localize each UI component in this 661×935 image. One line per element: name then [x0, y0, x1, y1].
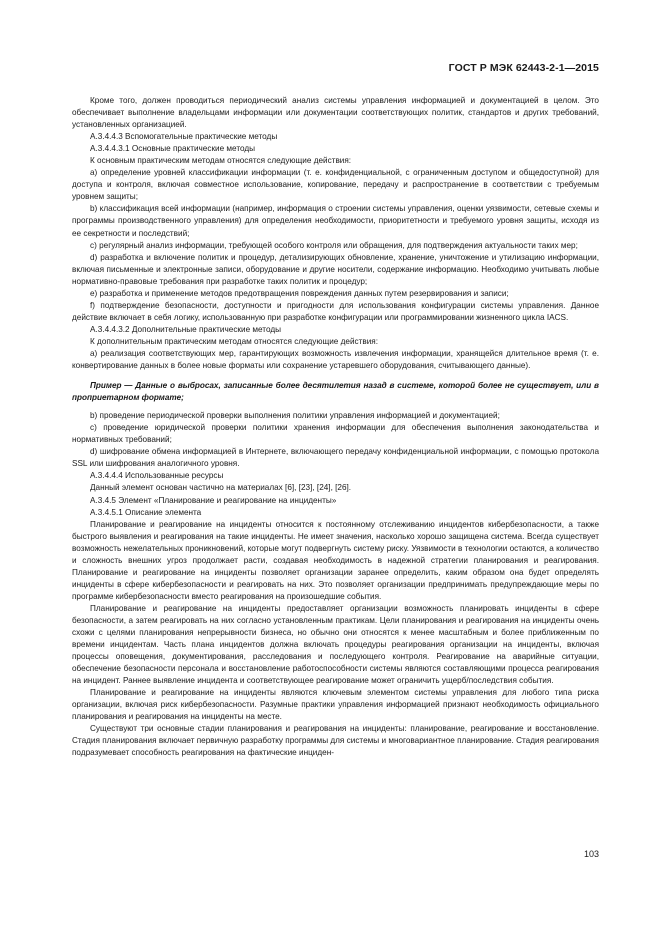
list-item: а) определение уровней классификации информации (т. е. конфиденциальной, с ограниченным доступом и общедоступной) для доступа и контроля, включая совместное использование, копирование, передачу и распространение в соответствии с требуемым уровнем защиты; [72, 168, 599, 202]
section-heading: А.3.4.5 Элемент «Планирование и реагирование на инциденты» [90, 495, 337, 505]
document-code-header: ГОСТ Р МЭК 62443-2-1—2015 [448, 62, 599, 74]
section-heading: А.3.4.4.3.2 Дополнительные практические методы [90, 324, 282, 334]
list-item: f) подтверждение безопасности, доступности и пригодности для использования конфигурации системы управления. Данное действие включает в себя логику, использованную при разработке конфигурации или программировании жизненного цикла IACS. [72, 300, 599, 322]
paragraph: Существуют три основные стадии планирования и реагирования на инциденты: планирование, реагирование и восстановление. Стадия планирования включает первичную разработку программы для системы и многовариантное планирование. Стадия реагирования подразумевает способность реагирования на фактические инциден- [72, 724, 599, 758]
list-item: d) разработка и включение политик и процедур, детализирующих обновление, хранение, уничтожение и утилизацию информации, включая письменные и электронные записи, оборудование и другие носители, содержание информацию. Необходимо учитывать любые нормативно-правовые требования при разработке таких политик и процедур; [72, 252, 599, 286]
list-item: b) проведение периодической проверки выполнения политики управления информацией и документацией; [90, 411, 500, 421]
page-number: 103 [583, 849, 599, 859]
paragraph: Данный элемент основан частично на материалах [6], [23], [24], [26]. [90, 483, 352, 493]
section-heading: А.3.4.4.3 Вспомогательные практические методы [90, 132, 278, 142]
paragraph: Планирование и реагирование на инциденты предоставляет организации возможность планировать инциденты в сфере безопасности, а затем реагировать на них согласно установленным практикам. Цели планирования и реагирования на инциденты очень схожи с целями планирования непрерывности бизнеса, но обычно они относятся к менее масштабным и более приближенным по времени инцидентам. Часть плана инцидентов должна включать процедуры реагирования организации на инциденты, включая процессы оповещения, документирования, расследования и последующего контроля. Реагирование на аварийные ситуации, обеспечение безопасности персонала и восстановление работоспособности системы являются составляющими процесса реагирования на инцидент. Раннее выявление инцидента и соответствующее реагирование может ограничить ущерб/последствия события. [72, 603, 599, 686]
paragraph: Кроме того, должен проводиться периодический анализ системы управления информацией и документацией в целом. Это обеспечивает выполнение владельцами информации или документации соответствующих политик, стандартов и других требований, установленных организацией. [72, 96, 599, 130]
section-heading: А.3.4.4.4 Использованные ресурсы [90, 471, 224, 481]
paragraph: Планирование и реагирование на инциденты являются ключевым элементом системы управления для любого типа риска организации, включая риск кибербезопасности. Разумные практики управления информацией признают необходимость официального планирования и реагирования на инциденты на месте. [72, 688, 599, 722]
list-item: c) проведение юридической проверки политики хранения информации для обеспечения выполнения законодательства и нормативных требований; [72, 423, 599, 445]
example-note: Пример — Данные о выбросах, записанные более десятилетия назад в системе, которой более не существует, или в проприетарном формате; [72, 381, 599, 403]
paragraph: К дополнительным практическим методам относятся следующие действия: [90, 336, 378, 346]
list-item: c) регулярный анализ информации, требующей особого контроля или обращения, для подтверждения актуальности таких мер; [90, 240, 578, 250]
section-heading: А.3.4.5.1 Описание элемента [90, 507, 202, 517]
list-item: d) шифрование обмена информацией в Интернете, включающего передачу конфиденциальной информации, с помощью протокола SSL или шифрования аналогичного уровня. [72, 447, 599, 469]
paragraph: Планирование и реагирование на инциденты относится к постоянному отслеживанию инцидентов кибербезопасности, а также быстрого выявления и реагирования на такие инциденты. Не имеет значения, насколько хорошо защищена система. Всегда существует возможность нежелательных проникновений, которые могут подвергнуть систему риску. Уязвимости в технологии остаются, а количество и сложность внешних угроз продолжает расти, создавая необходимость в надежной стратегии планирования и реагирования. Планирование и реагирование на инциденты позволяет организации заранее определить, каким образом она будет определять инциденты в сфере кибербезопасности и реагировать на них. Это позволяет организации предпринимать предупреждающие меры по программе кибербезопасности вместо реагирования на произошедшие события. [72, 519, 599, 601]
list-item: b) классификация всей информации (например, информация о строении системы управления, оценки уязвимости, сетевые схемы и программы производственного управления) для определения необходимости, приоритетности и требуемого уровня защиты, исходя из ее секретности и последствий; [72, 204, 599, 238]
list-item: а) реализация соответствующих мер, гарантирующих возможность извлечения информации, хранящейся длительное время (т. е. конвертирование данных в более новые форматы или сохранение устаревшего оборудования, считывающего данные). [72, 348, 599, 371]
paragraph: К основным практическим методам относятся следующие действия: [90, 156, 352, 166]
list-item: e) разработка и применение методов предотвращения повреждения данных путем резервирования и записи; [90, 288, 509, 298]
section-heading: А.3.4.4.3.1 Основные практические методы [90, 144, 256, 154]
page-body [72, 95, 599, 760]
